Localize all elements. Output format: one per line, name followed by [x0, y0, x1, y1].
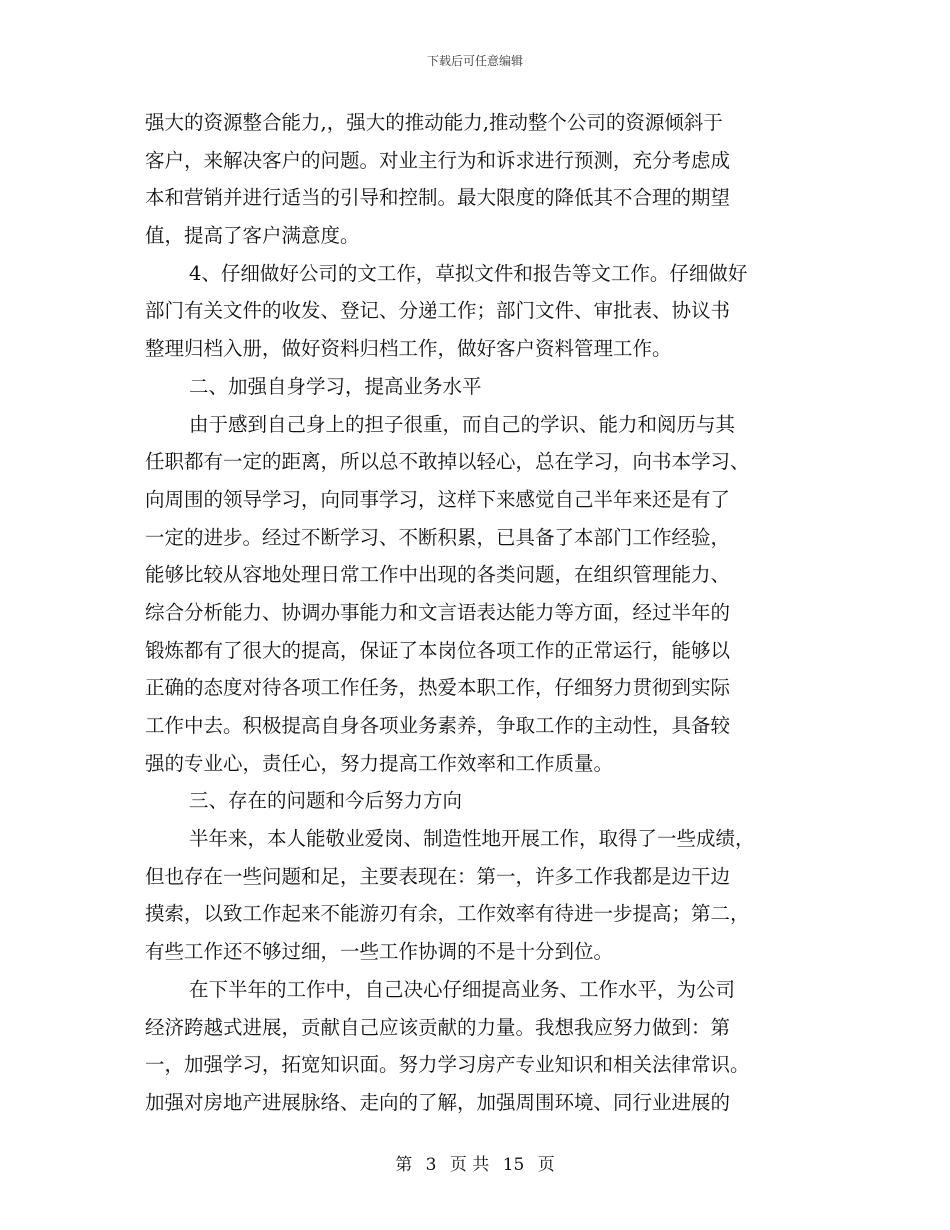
footer-prefix: 第 [395, 1155, 413, 1175]
text-line: 但也存在一些问题和足，主要表现在：第一，许多工作我都是边干边 [145, 864, 731, 888]
text-line: 4、仔细做好公司的文工作，草拟文件和报告等文工作。仔细做好 [189, 261, 748, 285]
total-pages-number: 15 [502, 1155, 525, 1175]
text-line: 半年来，本人能敬业爱岗、制造性地开展工作，取得了一些成绩， [189, 827, 755, 851]
text-line: 综合分析能力、协调办事能力和文言语表达能力等方面，经过半年的 [145, 600, 731, 624]
page-footer [0, 1150, 950, 1175]
text-line: 经济跨越式进展，贡献自己应该贡献的力量。我想我应努力做到：第 [145, 1015, 731, 1039]
text-line: 强的专业心，责任心，努力提高工作效率和工作质量。 [145, 751, 614, 775]
current-page-number: 3 [425, 1155, 437, 1175]
text-line: 工作中去。积极提高自身各项业务素养，争取工作的主动性，具备较 [145, 714, 731, 737]
text-line: 本和营销并进行适当的引导和控制。最大限度的降低其不合理的期望 [145, 186, 731, 210]
text-line: 由于感到自己身上的担子很重，而自己的学识、能力和阅历与其 [189, 412, 736, 436]
footer-middle: 页 共 [449, 1155, 490, 1175]
text-line: 强大的资源整合能力,，强大的推动能力,推动整个公司的资源倾斜于 [145, 111, 723, 134]
text-line: 整理归档入册，做好资料归档工作，做好客户资料管理工作。 [145, 337, 672, 361]
text-line: 正确的态度对待各项工作任务，热爱本职工作，仔细努力贯彻到实际 [145, 676, 731, 700]
document-body [145, 104, 805, 1122]
text-line: 能够比较从容地处理日常工作中出现的各类问题，在组织管理能力、 [145, 563, 731, 587]
text-line: 摸索，以致工作起来不能游刃有余，工作效率有待进一步提高；第二， [145, 902, 750, 926]
footer-suffix: 页 [537, 1155, 555, 1175]
section-heading: 三、存在的问题和今后努力方向 [189, 789, 463, 813]
text-line: 客户，来解决客户的问题。对业主行为和诉求进行预测，充分考虑成 [145, 148, 731, 172]
text-line: 在下半年的工作中，自己决心仔细提高业务、工作水平，为公司 [189, 977, 736, 1001]
text-line: 一定的进步。经过不断学习、不断积累，已具备了本部门工作经验， [145, 525, 731, 549]
page-header: 下载后可任意编辑 [426, 54, 523, 68]
text-line: 向周围的领导学习，向同事学习，这样下来感觉自己半年来还是有了 [145, 487, 731, 511]
text-line: 部门有关文件的收发、登记、分递工作；部门文件、审批表、协议书 [145, 299, 731, 323]
text-line: 一，加强学习，拓宽知识面。努力学习房产专业知识和相关法律常识。 [145, 1053, 750, 1077]
text-line: 锻炼都有了很大的提高，保证了本岗位各项工作的正常运行，能够以 [145, 638, 731, 662]
text-line: 任职都有一定的距离，所以总不敢掉以轻心，总在学习，向书本学习、 [145, 450, 750, 474]
section-heading: 二、加强自身学习，提高业务水平 [189, 374, 482, 398]
text-line: 值，提高了客户满意度。 [145, 224, 360, 248]
text-line: 有些工作还不够过细，一些工作协调的不是十分到位。 [145, 940, 614, 964]
text-line: 加强对房地产进展脉络、走向的了解，加强周围环境、同行业进展的 [145, 1090, 731, 1114]
